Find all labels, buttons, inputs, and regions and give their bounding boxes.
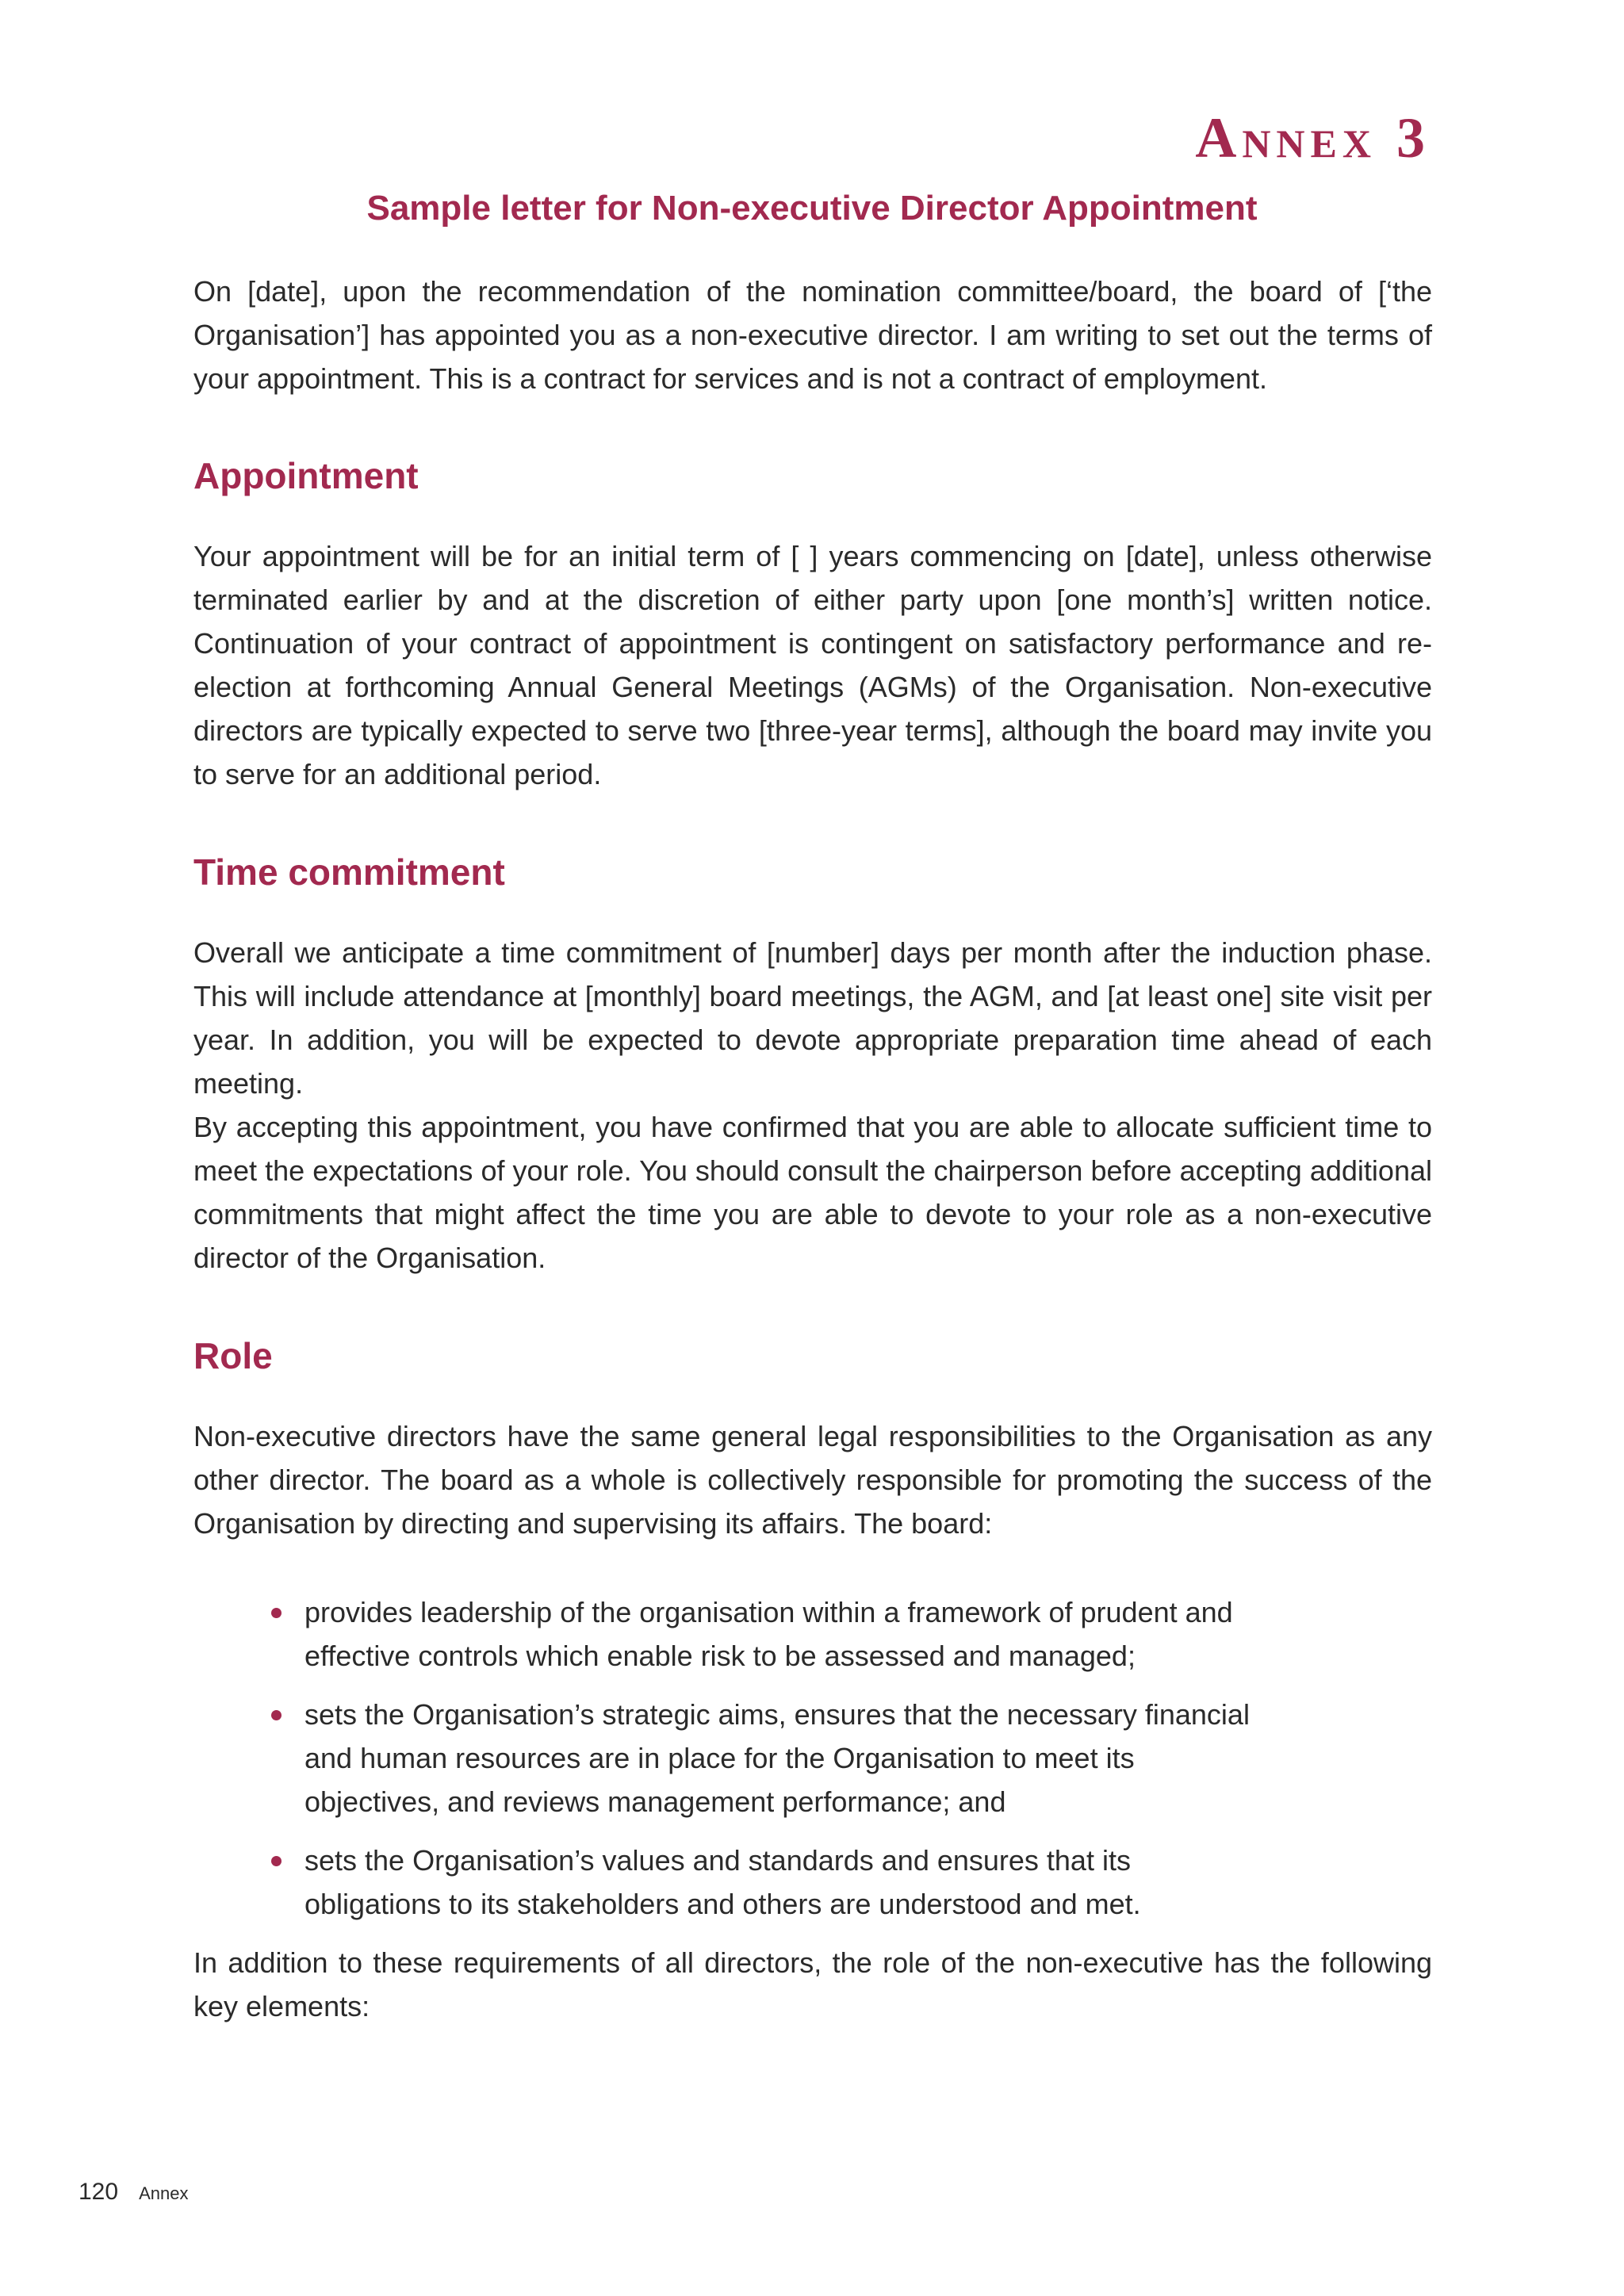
list-item-text: sets the Organisation’s strategic aims, ensures that the necessary financial and human resources are in place for the Organisation to meet its objectives, and reviews management performance; and bbox=[304, 1698, 1250, 1818]
time-commitment-heading: Time commitment bbox=[193, 851, 505, 893]
letter-content bbox=[193, 270, 1432, 2028]
footer-section-label: Annex bbox=[139, 2183, 189, 2203]
list-item bbox=[304, 1839, 1272, 1926]
annex-title: Annex 3 bbox=[1195, 106, 1431, 170]
role-heading: Role bbox=[193, 1335, 273, 1376]
appointment-heading: Appointment bbox=[193, 455, 419, 496]
role-closing-paragraph: In addition to these requirements of all directors, the role of the non-executive has the following key elements: bbox=[193, 1946, 1432, 2022]
list-item-text: provides leadership of the organisation within a framework of prudent and effective controls which enable risk to be assessed and managed; bbox=[304, 1596, 1233, 1672]
bullet-icon bbox=[271, 1608, 282, 1618]
page-number: 120 bbox=[79, 2179, 119, 2205]
document-subtitle: Sample letter for Non-executive Director Appointment bbox=[366, 189, 1258, 228]
board-responsibilities-list bbox=[193, 1590, 1272, 1926]
time-commitment-paragraph-2: By accepting this appointment, you have confirmed that you are able to allocate sufficient time to meet the expectations of your role. You should consult the chairperson before accepting additional commitments that might affect the time you are able to devote to your role as a non-executive director of the Organisation. bbox=[193, 1111, 1432, 1274]
time-commitment-paragraph-1: Overall we anticipate a time commitment of [number] days per month after the induction phase. This will include attendance at [monthly] board meetings, the AGM, and [at least one] site visit per year. In addition, you will be expected to devote appropriate preparation time ahead of each meeting. bbox=[193, 936, 1432, 1100]
intro-paragraph: On [date], upon the recommendation of the nomination committee/board, the board of [‘the Organisation’] has appointed you as a non-executive director. I am writing to set out the terms of your appointment. This is a contract for services and is not a contract of employment. bbox=[193, 275, 1432, 395]
bullet-icon bbox=[271, 1710, 282, 1720]
role-paragraph: Non-executive directors have the same general legal responsibilities to the Organisation as any other director. The board as a whole is collectively responsible for promoting the success of the Organisation by directing and supervising its affairs. The board: bbox=[193, 1420, 1432, 1540]
list-item-text: sets the Organisation’s values and standards and ensures that its obligations to its stakeholders and others are understood and met. bbox=[304, 1844, 1141, 1920]
appointment-paragraph: Your appointment will be for an initial term of [ ] years commencing on [date], unless otherwise terminated earlier by and at the discretion of either party upon [one month’s] written notice. Continuation of your contract of appointment is contingent on satisfactory performance and re-election at forthcoming Annual General Meetings (AGMs) of the Organisation. Non-executive directors are typically expected to serve two [three-year terms], although the board may invite you to serve for an additional period. bbox=[193, 540, 1432, 790]
list-item bbox=[304, 1693, 1272, 1823]
page-footer bbox=[79, 2176, 188, 2210]
list-item bbox=[304, 1590, 1272, 1678]
bullet-icon bbox=[271, 1856, 282, 1866]
